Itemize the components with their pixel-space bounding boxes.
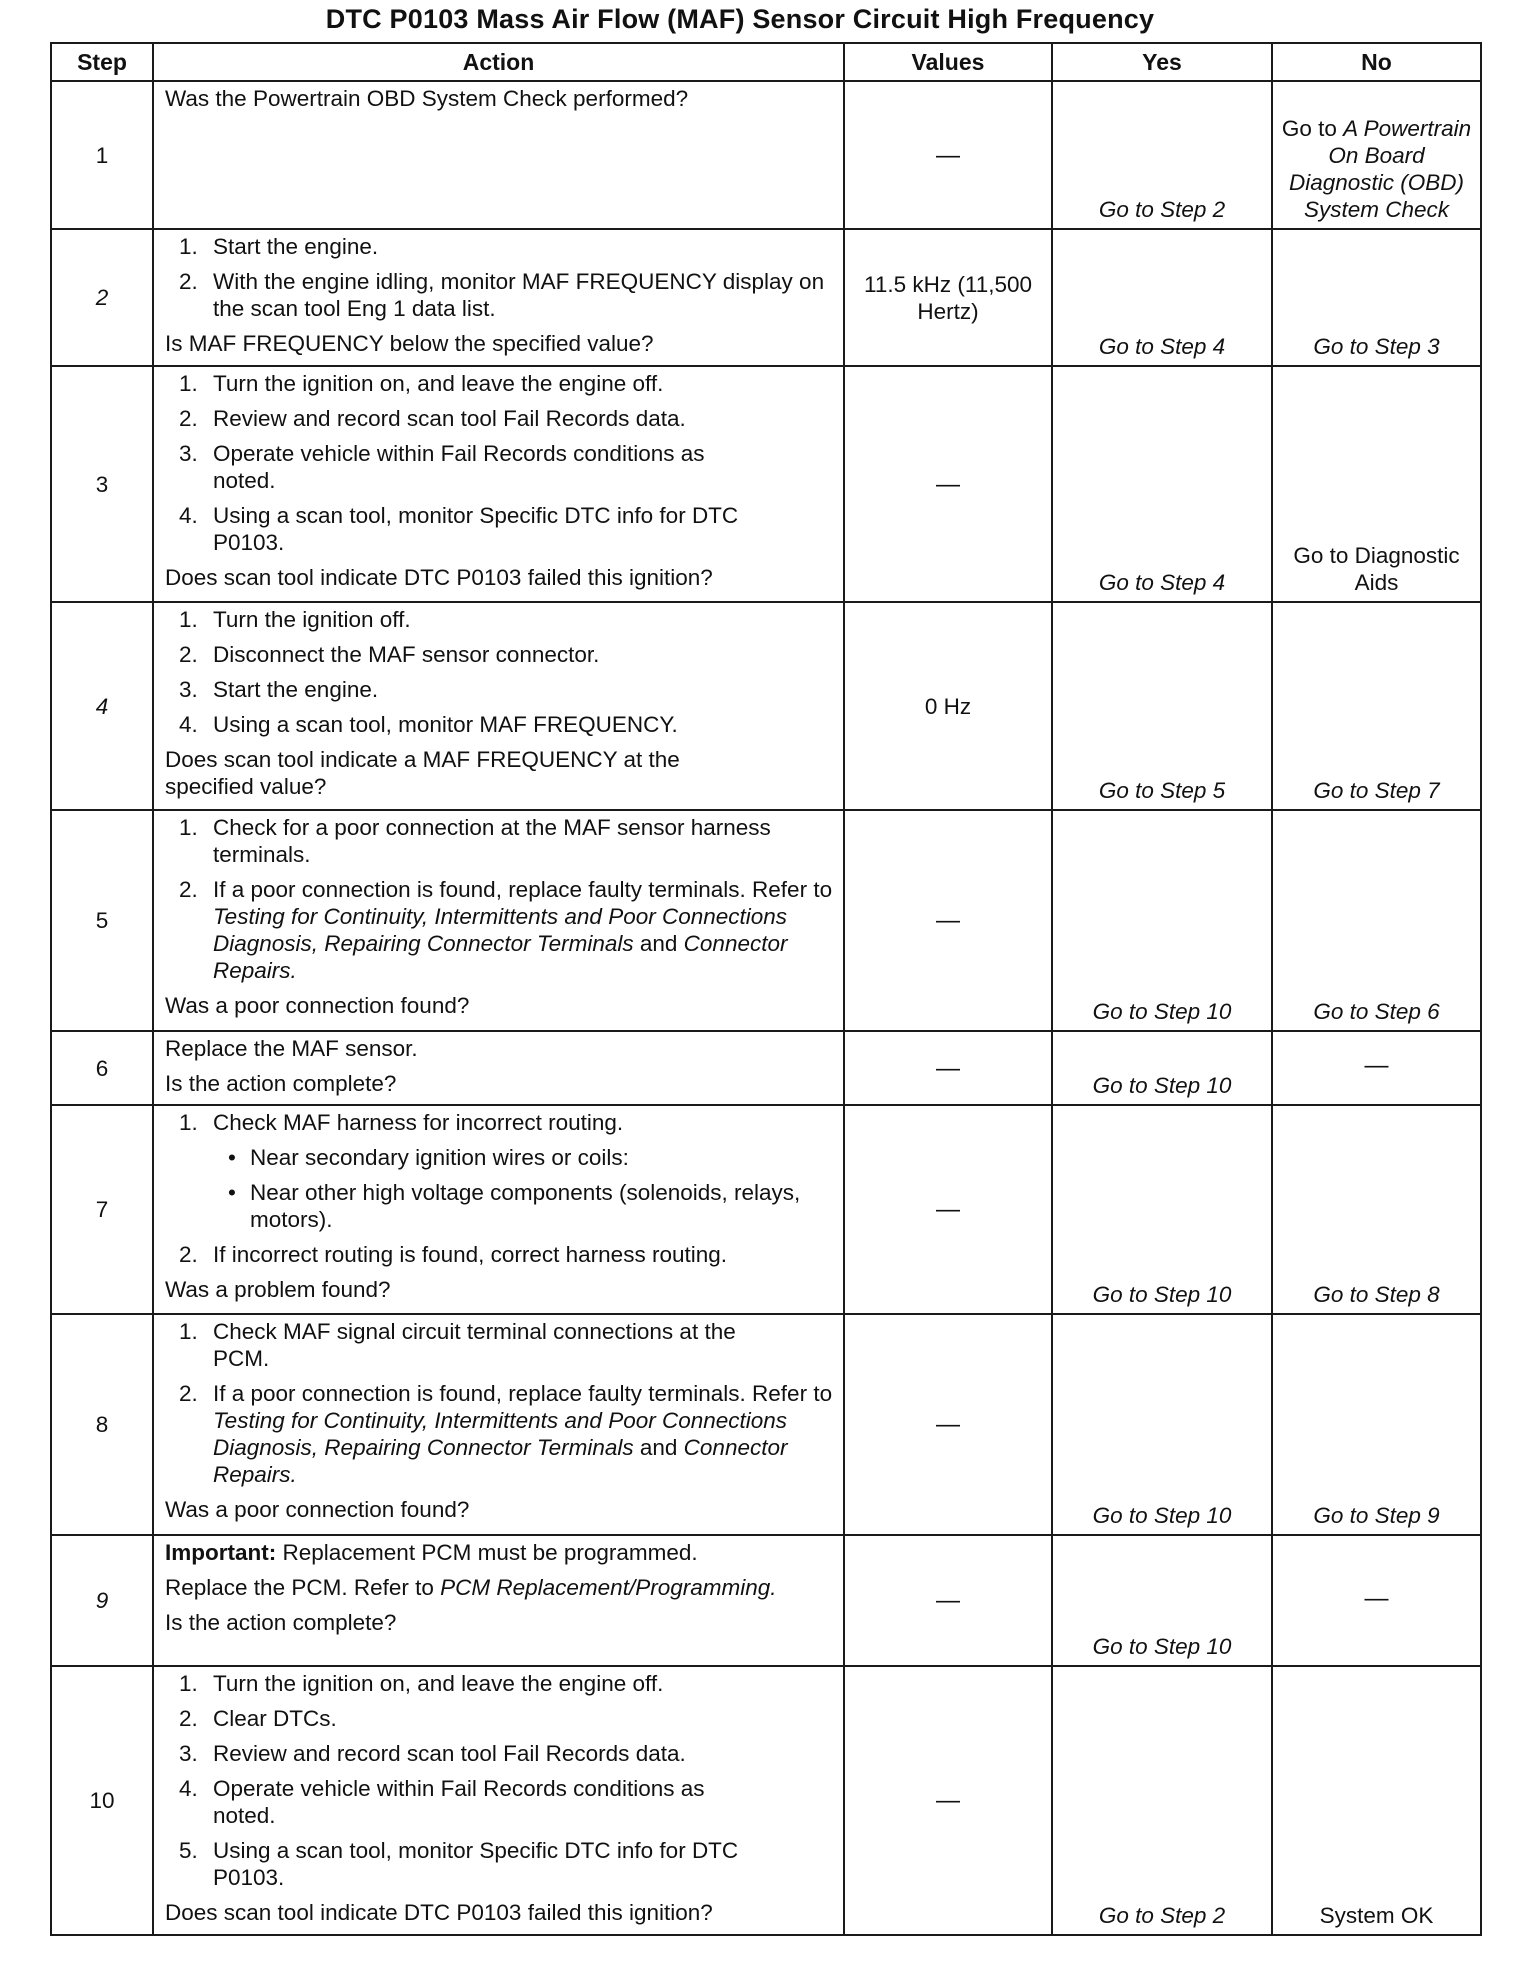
no-cell (1272, 1031, 1481, 1105)
yes-cell: Go to Step 2 (1052, 1666, 1272, 1935)
list-item: 1. Turn the ignition on, and leave the engine off. (179, 1671, 664, 1696)
value-text: — (936, 907, 960, 934)
list-item: 5. Using a scan tool, monitor Specific DTC info for DTC P0103. (179, 1838, 739, 1890)
instruction: Replace the PCM. Refer to PCM Replacement/Programming. (165, 1575, 777, 1600)
step-number: 6 (51, 1031, 153, 1105)
no-text-prefix: Go to (1281, 116, 1344, 141)
value-cell: 0 Hz (844, 602, 1052, 810)
value-cell (844, 81, 1052, 229)
question: Was a poor connection found? (165, 1497, 470, 1522)
no-text: — (1364, 1052, 1389, 1079)
action-cell (153, 229, 844, 366)
step-number: 9 (51, 1535, 153, 1666)
value-text: — (936, 1196, 960, 1223)
table-row (51, 1105, 1481, 1314)
question: Does scan tool indicate DTC P0103 failed this ignition? (165, 565, 713, 590)
step-number: 10 (51, 1666, 153, 1935)
list-item: 2. Disconnect the MAF sensor connector. (179, 642, 600, 667)
no-cell: Go to Step 3 (1272, 229, 1481, 366)
instruction: Replace the MAF sensor. (165, 1036, 418, 1061)
yes-cell: Go to Step 10 (1052, 1535, 1272, 1666)
value-text: — (936, 470, 960, 498)
value-cell (844, 366, 1052, 602)
no-text-ref: A Powertrain On Board Diagnostic (OBD) System Check (1288, 116, 1472, 222)
yes-cell: Go to Step 10 (1052, 1031, 1272, 1105)
table-row (51, 1535, 1481, 1666)
step-number: 2 (51, 229, 153, 366)
table-row (51, 810, 1481, 1031)
action-cell (153, 81, 844, 229)
value-cell: 11.5 kHz (11,500 Hertz) (844, 229, 1052, 366)
table-row (51, 1031, 1481, 1105)
list-item: 2. If a poor connection is found, replace faulty terminals. Refer to Testing for Continuity, Intermittents and Poor Connections Diagnosis, Repairing Connector Terminals and Connector Repairs. (179, 1381, 833, 1487)
header-row (51, 43, 1481, 81)
header-yes: Yes (1052, 43, 1272, 81)
important-note: Important: Replacement PCM must be programmed. (165, 1540, 698, 1565)
action-cell (153, 602, 844, 810)
no-cell: Go to Step 8 (1272, 1105, 1481, 1314)
question: Is MAF FREQUENCY below the specified value? (165, 331, 654, 356)
step-number: 4 (51, 602, 153, 810)
value-cell (844, 1535, 1052, 1666)
value-cell (844, 1666, 1052, 1935)
value-cell (844, 810, 1052, 1031)
table-row (51, 366, 1481, 602)
step-number: 5 (51, 810, 153, 1031)
action-cell (153, 1666, 844, 1935)
list-item: 4. Using a scan tool, monitor MAF FREQUENCY. (179, 712, 678, 737)
list-item: 4. Using a scan tool, monitor Specific DTC info for DTC P0103. (179, 503, 739, 555)
value-text: — (936, 1587, 960, 1614)
list-item: 2. With the engine idling, monitor MAF FREQUENCY display on the scan tool Eng 1 data list. (179, 269, 825, 321)
question: Was the Powertrain OBD System Check performed? (165, 86, 689, 111)
value-cell (844, 1105, 1052, 1314)
table-row (51, 81, 1481, 229)
action-cell (153, 1031, 844, 1105)
list-item: 1. Turn the ignition off. (179, 607, 411, 632)
header-step: Step (51, 43, 153, 81)
list-item: 1. Check for a poor connection at the MAF sensor harness terminals. (179, 815, 771, 867)
header-action: Action (153, 43, 844, 81)
list-item: 3. Start the engine. (179, 677, 379, 702)
yes-cell: Go to Step 4 (1052, 366, 1272, 602)
action-cell (153, 1105, 844, 1314)
question: Does scan tool indicate DTC P0103 failed this ignition? (165, 1900, 713, 1925)
question: Was a problem found? (165, 1277, 391, 1302)
no-cell: Go to Step 7 (1272, 602, 1481, 810)
no-text: — (1364, 1584, 1389, 1612)
yes-cell: Go to Step 10 (1052, 1314, 1272, 1535)
no-cell (1272, 1535, 1481, 1666)
no-cell: Go to Step 9 (1272, 1314, 1481, 1535)
yes-cell: Go to Step 2 (1052, 81, 1272, 229)
value-cell (844, 1031, 1052, 1105)
value-text: — (936, 1054, 960, 1082)
table-row (51, 229, 1481, 366)
yes-cell: Go to Step 5 (1052, 602, 1272, 810)
action-cell (153, 810, 844, 1031)
question: Is the action complete? (165, 1610, 397, 1635)
value-text: — (936, 1411, 960, 1438)
list-item: 3. Operate vehicle within Fail Records conditions as noted. (179, 441, 705, 493)
yes-cell: Go to Step 4 (1052, 229, 1272, 366)
step-number: 3 (51, 366, 153, 602)
list-item: 4. Operate vehicle within Fail Records conditions as noted. (179, 1776, 705, 1828)
list-item: 2. If incorrect routing is found, correct harness routing. (179, 1242, 727, 1267)
no-cell: System OK (1272, 1666, 1481, 1935)
list-item: 1. Check MAF harness for incorrect routing. (179, 1110, 624, 1135)
important-label: Important: (165, 1540, 277, 1565)
action-cell (153, 366, 844, 602)
step-number: 8 (51, 1314, 153, 1535)
step-number: 1 (51, 81, 153, 229)
list-item: 2. Review and record scan tool Fail Records data. (179, 406, 686, 431)
question: Was a poor connection found? (165, 993, 470, 1018)
no-cell: Go to Step 6 (1272, 810, 1481, 1031)
action-cell (153, 1535, 844, 1666)
action-cell (153, 1314, 844, 1535)
header-no: No (1272, 43, 1481, 81)
step-number: 7 (51, 1105, 153, 1314)
value-text: — (936, 1787, 960, 1814)
list-item: 1. Turn the ignition on, and leave the engine off. (179, 371, 664, 396)
yes-cell: Go to Step 10 (1052, 810, 1272, 1031)
question: Is the action complete? (165, 1071, 397, 1096)
table-row (51, 1314, 1481, 1535)
table-row (51, 1666, 1481, 1935)
value-cell (844, 1314, 1052, 1535)
question: Does scan tool indicate a MAF FREQUENCY at the specified value? (165, 747, 680, 799)
list-item: 2. If a poor connection is found, replace faulty terminals. Refer to Testing for Continuity, Intermittents and Poor Connections Diagnosis, Repairing Connector Terminals and Connector Repairs. (179, 877, 833, 983)
page-title: DTC P0103 Mass Air Flow (MAF) Sensor Circuit High Frequency (325, 4, 1155, 34)
value-text: — (936, 141, 960, 169)
bullet-item: • Near other high voltage components (solenoids, relays, motors). (228, 1180, 801, 1232)
no-cell: Go to Diagnostic Aids (1272, 366, 1481, 602)
table-row (51, 602, 1481, 810)
header-values: Values (844, 43, 1052, 81)
diagnostic-table (50, 42, 1482, 1936)
yes-cell: Go to Step 10 (1052, 1105, 1272, 1314)
list-item: 1. Check MAF signal circuit terminal connections at the PCM. (179, 1319, 736, 1371)
bullet-item: • Near secondary ignition wires or coils: (228, 1145, 629, 1170)
list-item: 2. Clear DTCs. (179, 1706, 337, 1731)
no-cell (1272, 81, 1481, 229)
list-item: 3. Review and record scan tool Fail Records data. (179, 1741, 686, 1766)
list-item: 1. Start the engine. (179, 234, 379, 259)
